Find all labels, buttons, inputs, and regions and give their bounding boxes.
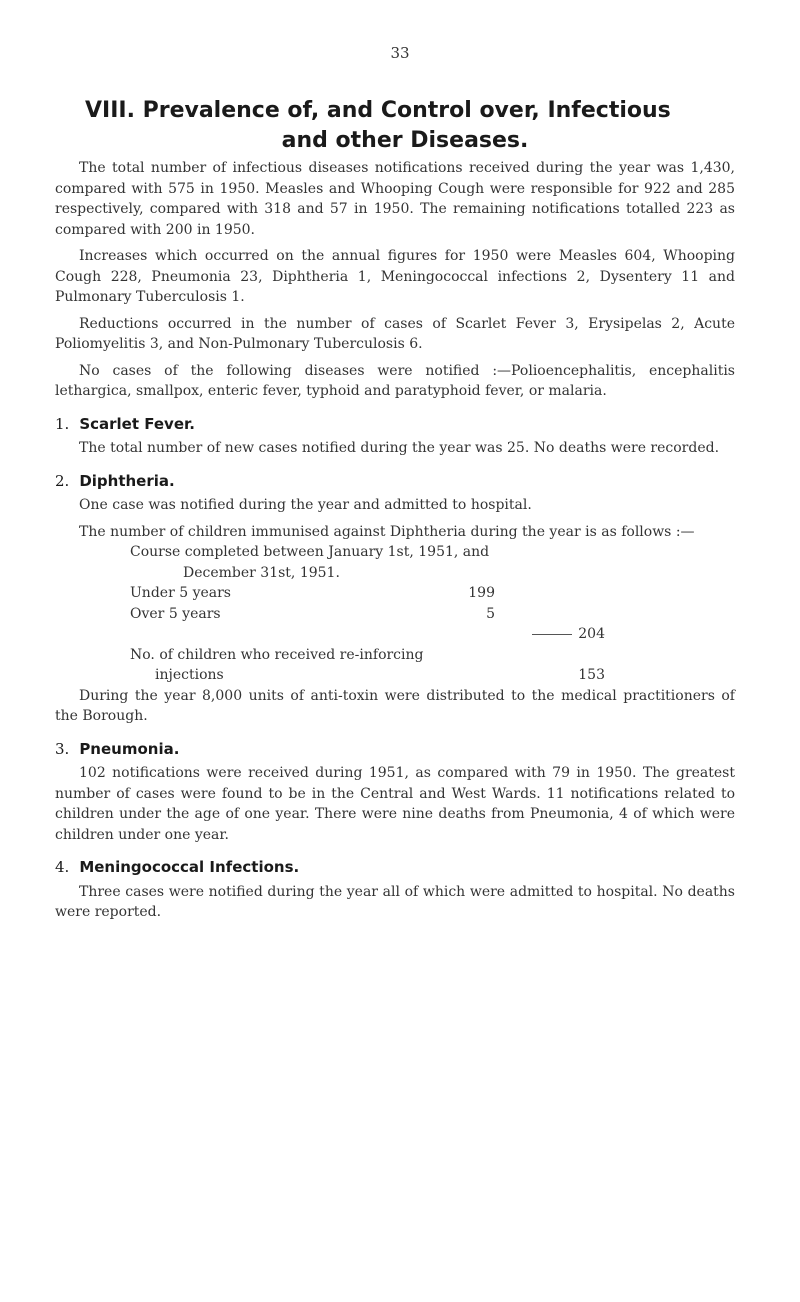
- section-number: 4.: [55, 858, 70, 876]
- immunisation-row-over-5: [55, 604, 735, 625]
- row-value: 153: [578, 667, 605, 683]
- intro-paragraph: Reductions occurred in the number of cases of Scarlet Fever 3, Erysipelas 2, Acute Poliomyelitis 3, and Non-Pulmonary Tuberculosis 6.: [55, 315, 735, 352]
- section-title: Meningococcal Infections.: [79, 858, 300, 876]
- immunisation-row-under-5: [55, 583, 735, 604]
- intro-paragraph: No cases of the following diseases were notified :—Polioencephalitis, encephalitis lethargica, smallpox, enteric fever, typhoid and paratyphoid fever, or malaria.: [55, 362, 735, 399]
- row-value: 5: [486, 605, 495, 622]
- total-value-cell: [455, 624, 605, 645]
- pneumonia-text: 102 notifications were received during 1951, as compared with 79 in 1950. The greatest number of cases were found to be in the Central and West Wards. 11 notifications related to children under the age of one year. There were nine deaths from Pneumonia, 4 of which were children under one year.: [55, 765, 735, 843]
- total-value: 204: [578, 626, 605, 642]
- section-heading-scarlet-fever: [55, 414, 735, 435]
- course-line: December 31st, 1951.: [183, 564, 340, 581]
- intro-paragraph: The total number of infectious diseases notifications received during the year was 1,430, compared with 575 in 1950. Measles and Whooping Cough were responsible for 922 and 285 respectively, compared with 318 and 57 in 1950. The remaining notifications totalled 223 as compared with 200 in 1950.: [55, 160, 735, 238]
- section-heading-diphtheria: [55, 471, 735, 492]
- row-label: injections: [155, 667, 224, 683]
- total-rule: [532, 634, 572, 635]
- section-number: 2.: [55, 471, 70, 490]
- scarlet-fever-text: The total number of new cases notified during the year was 25. No deaths were recorded.: [79, 440, 720, 456]
- diphtheria-text: The number of children immunised against Diphtheria during the year is as follows :—: [79, 523, 695, 540]
- section-number: 1.: [55, 414, 70, 433]
- intro-paragraph: Increases which occurred on the annual figures for 1950 were Measles 604, Whooping Cough 228, Pneumonia 23, Diphtheria 1, Meningococcal infections 2, Dysentery 11 and Pulmonary Tuberculosis 1.: [55, 248, 735, 305]
- immunisation-total-row: [55, 624, 735, 645]
- page-number: 33: [390, 44, 410, 62]
- course-line: Course completed between January 1st, 1951, and: [130, 544, 490, 560]
- chapter-heading: [85, 96, 725, 156]
- heading-line-1: VIII. Prevalence of, and Control over, Infectious: [85, 98, 671, 123]
- meningococcal-text: Three cases were notified during the year all of which were admitted to hospital. No deaths were reported.: [55, 883, 735, 920]
- row-value: 199: [468, 585, 495, 601]
- reinforce-row: [55, 665, 735, 686]
- section-title: Pneumonia.: [79, 739, 180, 758]
- section-title: Diphtheria.: [79, 471, 175, 490]
- row-label: Under 5 years: [130, 585, 231, 601]
- document-body: [55, 158, 735, 923]
- heading-line-2: and other Diseases.: [281, 128, 529, 153]
- section-heading-meningococcal: [55, 857, 735, 878]
- section-title: Scarlet Fever.: [79, 414, 195, 433]
- section-heading-pneumonia: [55, 739, 735, 760]
- reinforce-line: No. of children who received re-inforcing: [130, 646, 424, 663]
- diphtheria-text: During the year 8,000 units of anti-toxin were distributed to the medical practitioners of the Borough.: [55, 687, 735, 724]
- diphtheria-text: One case was notified during the year and admitted to hospital.: [79, 497, 532, 513]
- row-label: Over 5 years: [130, 605, 221, 622]
- section-number: 3.: [55, 739, 70, 758]
